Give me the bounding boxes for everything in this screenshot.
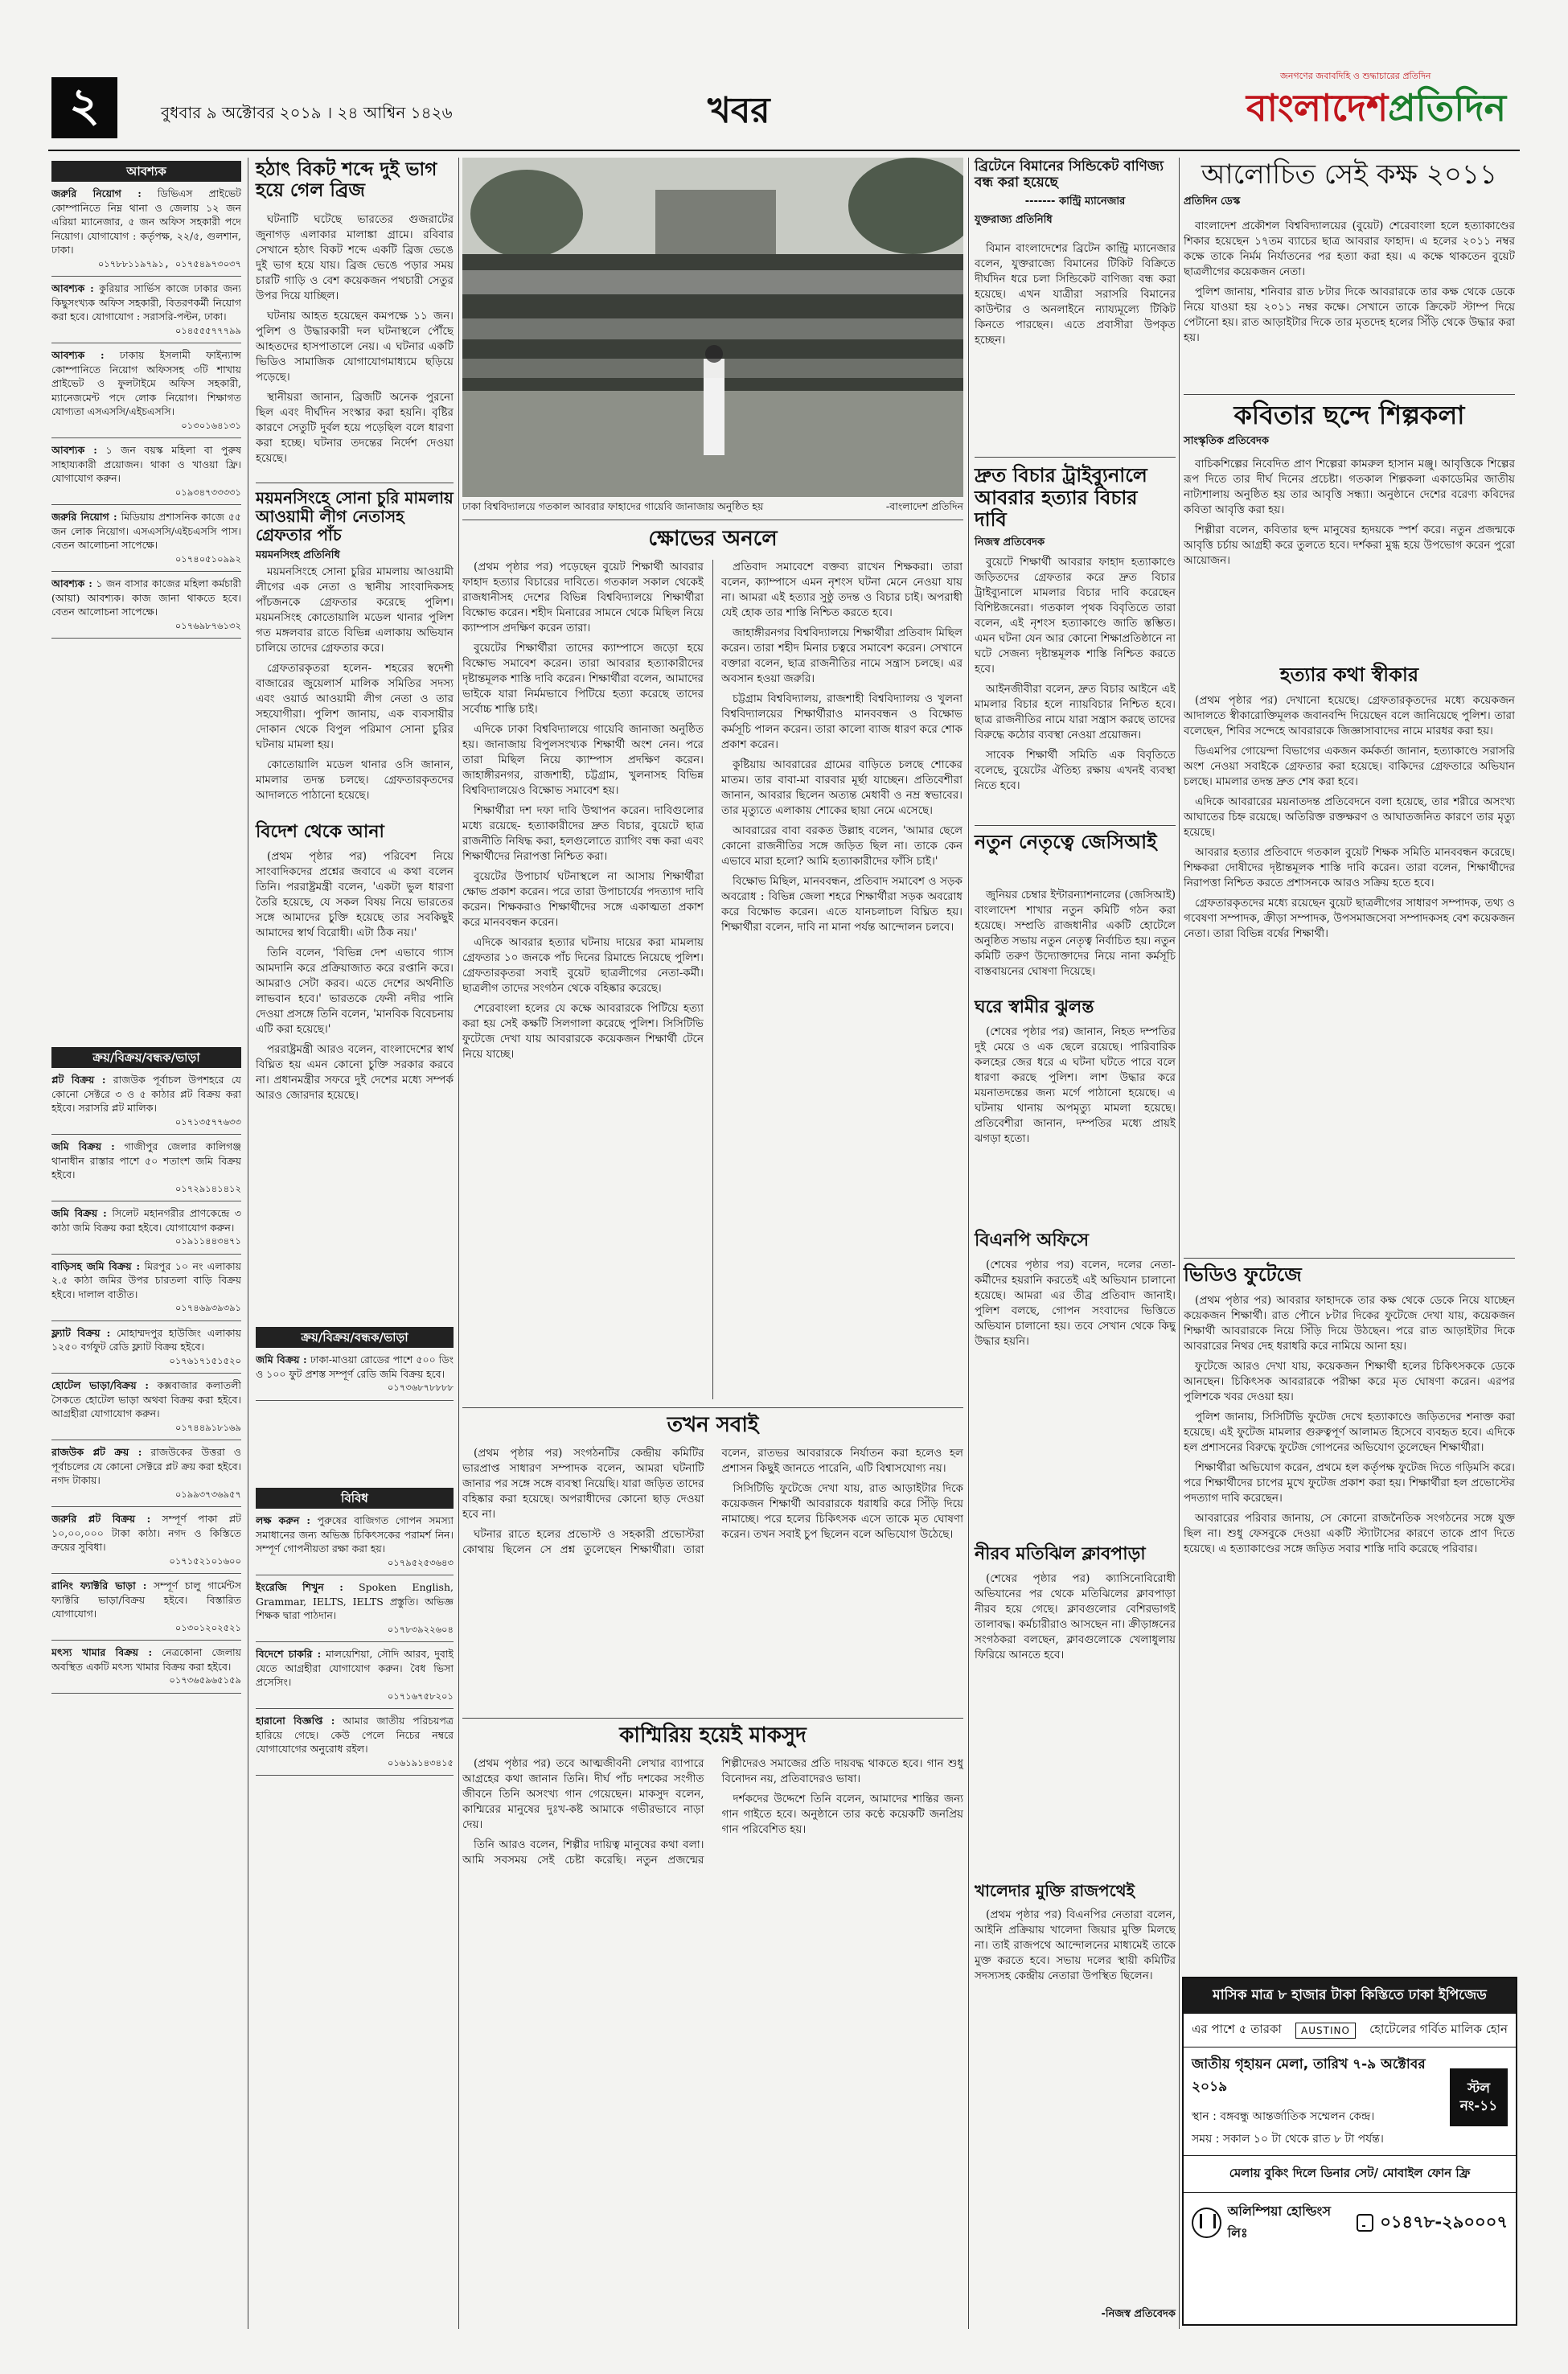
classified-item-text: সম্পূর্ণ পাকা প্লট ১০,০০,০০০ টাকা কাঠা। নগদ ও কিস্তিতে ক্রয়ের সুবিধা। [51,1513,241,1553]
classified-item-text: কক্সবাজার কলাতলী সৈকতে হোটেল ভাড়া অথবা বিক্রয় করা হইবে। আগ্রহীরা যোগাযোগ করুন। [51,1379,241,1419]
classified-item-text: মিরপুর ১০ নং এলাকায় ২.৫ কাঠা জমির উপর চারতলা বাড়ি বিক্রয় হইবে। দালাল বাতীত। [51,1259,241,1300]
headline: হত্যার কথা স্বীকার [1279,663,1419,686]
date-line: বুধবার ৯ অক্টোবর ২০১৯ । ২৪ আশ্বিন ১৪২৬ [161,103,453,122]
classified-item-phone: ০১৭৯৫২৫৩৬৪৩ [387,1556,454,1568]
story-poem-body [1184,457,1515,659]
ad-line3: হোটেলের গর্বিত মালিক হোন [1369,2022,1508,2036]
page-number: ২ [51,77,117,138]
classified-item-text: পুরুষের বাজিগত গোপন সমস্যা সমাধানের জন্য অভিজ্ঞ চিকিৎসকের পরামর্শ নিন। সম্পূর্ণ গোপনীয়তা রক্ষা করা হয়। [256,1514,454,1555]
masthead-rule [48,150,1520,151]
paragraph: বুয়েটের উপাচার্য ঘটনাস্থলে না আসায় শিক্ষার্থীরা ক্ষোভ প্রকাশ করেন। পরে তারা উপাচার্যের পদত্যাগ দাবি করেন। শিক্ষকরাও শিক্ষার্থীদের সঙ্গে একাত্মতা প্রকাশ করে মানববন্ধন করেন। [462,870,704,929]
story-then-all [462,1414,963,1438]
phone-icon [1357,2214,1373,2232]
classified-item-phone: ০১৭৪৪৯১৮১৬৯ [174,1421,241,1433]
classified-item-text: গাজীপুর জেলার কালিগঞ্জ থানাধীন রাস্তার পাশে ৫০ শতাংশ জমি বিক্রয় হইবে। [51,1140,241,1181]
misc-heading: বিবিধ [256,1488,454,1509]
paragraph: স্থানীয়রা জানান, ব্রিজটি অনেক পুরনো ছিল এবং দীর্ঘদিন সংস্কার করা হয়নি। বৃষ্টির কারণে সেতুটি দুর্বল হয়ে পড়েছিল বলে ধারণা করা হচ্ছে। ঘটনার তদন্তের নির্দেশ দেওয়া হয়েছে। [256,391,454,465]
paragraph: গ্রেফতারকৃতরা হলেন- শহরের স্বদেশী বাজারের জুয়েলার্স মালিক সমিতির সদস্য এবং ওয়ার্ড আওয়ামী লীগ নেতা ও তার সহযোগীরা। পুলিশ জানায়, এক ব্যবসায়ীর দোকান থেকে বিপুল পরিমাণ সোনা চুরির ঘটনায় মামলা হয়। [256,662,454,751]
classified-item [51,577,241,633]
paragraph: বুয়েটের শিক্ষার্থীরা তাদের ক্যাম্পাসে জড়ো হয়ে বিক্ষোভ সমাবেশ করেন। তারা আবরার হত্যাকারীদের দৃষ্টান্তমূলক শাস্তি দাবি করেন। শিক্ষার্থীরা বলেন, আমাদের ভাইকে যারা নির্মমভাবে পিটিয়ে হত্যা করেছে তাদের সর্বোচ্চ শাস্তি চাই। [462,642,704,716]
paragraph: প্রতিবাদ সমাবেশে বক্তব্য রাখেন শিক্ষকরা। তারা বলেন, ক্যাম্পাসে এমন নৃশংস ঘটনা মেনে নেওয়া যায় না। আমরা এই হত্যার সুষ্ঠু তদন্ত ও বিচার চাই। অপরাধী যেই হোক তার শাস্তি নিশ্চিত করতে হবে। [721,561,963,619]
paragraph: শিক্ষার্থীরা অভিযোগ করেন, প্রথমে হল কর্তৃপক্ষ ফুটেজ দিতে গড়িমসি করে। পরে শিক্ষার্থীদের চাপের মুখে ফুটেজ প্রকাশ করা হয়। শিক্ষার্থীরা হল প্রভোস্টের পদত্যাগ দাবি করেছেন। [1184,1461,1515,1505]
news-photo [462,158,963,497]
headline: নতুন নেতৃত্বে জেসিআই [975,831,1157,853]
paragraph: জুনিয়র চেম্বার ইন্টারন্যাশনালের (জেসিআই) বাংলাদেশ শাখার নতুন কমিটি গঠন করা হয়েছে। সম্প্রতি রাজধানীর একটি হোটেলে অনুষ্ঠিত সভায় নতুন নেতৃত্ব নির্বাচিত হয়। নতুন কমিটি তরুণ উদ্যোক্তাদের নিয়ে নানা কর্মসূচি বাস্তবায়নের ঘোষণা দিয়েছে। [975,889,1176,978]
story-tribunal-body [975,555,1176,820]
classified-item [51,281,241,338]
classified-item-lead: বিদেশে চাকরি : [256,1648,322,1660]
classified-item-text: মোহাম্মদপুর হাউজিং এলাকায় ১২৫০ বর্গফুট রেডি ফ্ল্যাট বিক্রয় হইবে। [51,1326,241,1353]
paragraph: (প্রথম পৃষ্ঠার পর) বিএনপির নেতারা বলেন, আইনি প্রক্রিয়ায় খালেদা জিয়ার মুক্তি মিলছে না। তাই রাজপথে আন্দোলনের মাধ্যমেই তাকে মুক্ত করতে হবে। সভায় দলের স্থায়ী কমিটির সদস্যসহ কেন্দ্রীয় নেতারা উপস্থিত ছিলেন। [975,1908,1176,1982]
classified-item-lead: জরুরি নিয়োগ : [51,187,142,199]
brand-tagline: জনগণের জবাবদিহি ও শুদ্ধাচারের প্রতিদিন [1280,71,1431,81]
paragraph: পররাষ্ট্রমন্ত্রী আরও বলেন, বাংলাদেশের স্বার্থ বিঘ্নিত হয় এমন কোনো চুক্তি সরকার করবে না। প্রধানমন্ত্রীর সফরে দুই দেশের মধ্যে সম্পর্ক আরও জোরদার হয়েছে। [256,1043,454,1102]
ad-line2: এর পাশে ৫ তারকা [1192,2022,1282,2036]
ad-venue: স্থান : বঙ্গবন্ধু আন্তর্জাতিক সম্মেলন কেন্দ্র। [1192,2110,1375,2123]
classified-item-lead: জরুরি প্লট বিক্রয় : [51,1513,151,1525]
classified-separator [51,1373,241,1374]
paragraph: এদিকে আবরার হত্যার ঘটনায় দায়ের করা মামলায় গ্রেফতার ১০ জনকে পাঁচ দিনের রিমান্ডে নিয়েছে পুলিশ। গ্রেফতারকৃতরা সবাই বুয়েট ছাত্রলীগের নেতা-কর্মী। ছাত্রলীগ তাদের সংগঠন থেকে বহিষ্কার করেছে। [462,936,704,995]
classified-item-text: মালয়েশিয়া, সৌদি আরব, দুবাই যেতে আগ্রহীরা যোগাযোগ করুন। বৈধ ভিসা প্রসেসিং। [256,1648,454,1688]
classified-item-phone: ০১৪৫৫৫৭৭৭৯৯ [174,324,241,336]
classified-item-lead: জমি বিক্রয় : [51,1207,107,1219]
ad-headline: মাসিক মাত্র ৮ হাজার টাকা কিস্তিতে ঢাকা ইপিজেড [1184,1978,1516,2014]
photo-credit: -বাংলাদেশ প্রতিদিন [885,500,963,512]
subheadline: ------- কান্ট্রি ম্যানেজার [1024,195,1126,208]
classified-item-phone: ০১৯১১৪৪৩৪৭১ [174,1235,241,1247]
column-rule [968,158,969,2329]
story-bnp-body [975,1258,1176,1539]
ad-offer: মেলায় বুকিং দিলে ডিনার সেট/ মোবাইল ফোন ফ্রি [1184,2155,1516,2192]
column-rule [712,560,713,1399]
byline: ময়মনসিংহ প্রতিনিধি [256,549,340,561]
story-then-all-body [462,1446,963,1711]
paragraph: ফুটেজে আরও দেখা যায়, কয়েকজন শিক্ষার্থী হলের চিকিৎসককে ডেকে আনছেন। চিকিৎসক আবরারকে পরীক্ষা করে মৃত ঘোষণা করেন। এরপর পুলিশকে খবর দেওয়া হয়। [1184,1360,1515,1403]
classified-item [51,348,241,433]
classified-item-text: আমার জাতীয় পরিচয়পত্র হারিয়ে গেছে। কেউ পেলে নিচের নম্বরে যোগাযোগের অনুরোধ রইল। [256,1715,454,1755]
classified-item-phone: ০১৭৬৯৮৭৬১৩২ [174,619,241,631]
classified-item-lead: হারানো বিজ্ঞপ্তি : [256,1715,335,1727]
classified-item-text: মিডিয়ায় প্রশাসনিক কাজে ৫৫ জন লোক নিয়োগ। এসএসসি/এইচএসসি পাস। বেতন আলোচনা সাপেক্ষে। [51,511,241,551]
classified-item-phone: ০১৭৮৮১১৯৭৯১, ০১৭৫৪৯৭৩০৩৭ [97,257,241,269]
story-video [1184,1264,1515,1287]
classified-item [256,1647,454,1703]
divider [975,457,1176,458]
headline: আলোচিত সেই কক্ষ ২০১১ [1201,158,1498,191]
classified-item-text: সিলেট মহানগরীর প্রাণকেন্দ্রে ৩ কাঠা জমি বিক্রয় করা হইবে। যোগাযোগ করুন। [51,1207,241,1234]
story-jci-body [975,888,1176,991]
ad-time: সময় : সকাল ১০ টা থেকে রাত ৮ টা পর্যন্ত। [1192,2133,1384,2146]
headline: নীরব মতিঝিল ক্লাবপাড়া [975,1544,1146,1564]
paragraph: (প্রথম পৃষ্ঠার পর) দেখানো হয়েছে। গ্রেফতারকৃতদের মধ্যে কয়েকজন আদালতে স্বীকারোক্তিমূলক জবানবন্দি দিয়েছেন বলে জানিয়েছে পুলিশ। তারা বলেছেন, শিবির সন্দেহে আবরারকে জিজ্ঞাসাবাদের নামে মারধর করা হয়। [1184,694,1515,737]
brand-logo [1246,80,1506,142]
classified-separator [51,638,241,639]
classified-separator [51,437,241,438]
byline: প্রতিদিন ডেস্ক [1184,195,1241,208]
story-khaleda-body [975,1908,1176,2302]
classified-item-lead: জরুরি নিয়োগ : [51,511,117,523]
paragraph: বুয়েটে শিক্ষার্থী আবরার ফাহাদ হত্যাকাণ্ডে জড়িতদের গ্রেফতার করে দ্রুত বিচার ট্রাইব্যুনালে মামলার বিচার দাবি করেছেন বিশিষ্টজনেরা। গতকাল পৃথক বিবৃতিতে তারা বলেন, এই নৃশংস হত্যাকাণ্ডে জাতি স্তম্ভিত। এমন ঘটনা যেন আর কোনো শিক্ষাপ্রতিষ্ঠানে না ঘটে সেজন্য দৃষ্টান্তমূলক শাস্তি নিশ্চিত করতে হবে। [975,556,1176,676]
story-bridge-body [256,212,454,478]
classified-item [51,443,241,499]
story-room-body [1184,219,1515,389]
paragraph: বিক্ষোভ মিছিল, মানববন্ধন, প্রতিবাদ সমাবেশ ও সড়ক অবরোধ : বিভিন্ন জেলা শহরে শিক্ষার্থীরা সড়ক অবরোধ করে বিক্ষোভ করেন। এতে যানচলাচল বিঘ্নিত হয়। শিক্ষার্থীরা বলেন, দাবি না মানা পর্যন্ত আন্দোলন চলবে। [721,875,963,934]
paragraph: আবরার হত্যার প্রতিবাদে গতকাল বুয়েট শিক্ষক সমিতি মানববন্ধন করেছে। শিক্ষকরা দোষীদের দৃষ্টান্তমূলক শাস্তি দাবি করেন। তারা বলেন, শিক্ষার্থীদের নিরাপত্তা নিশ্চিত করতে প্রশাসনকে আরও সক্রিয় হতে হবে। [1184,846,1515,889]
classified-separator [51,1134,241,1135]
story-kashmir [462,1724,963,1748]
classified-separator [51,1320,241,1321]
paragraph: চট্টগ্রাম বিশ্ববিদ্যালয়, রাজশাহী বিশ্ববিদ্যালয় ও খুলনা বিশ্ববিদ্যালয়ের শিক্ষার্থীরাও মানববন্ধন ও বিক্ষোভ কর্মসূচি পালন করেন। তারা কালো ব্যাজ ধারণ করে শোক প্রকাশ করেন। [721,692,963,751]
classified-item [51,510,241,566]
classified-item-phone: ০১৭৩৬৮৭৮৮৮৮ [387,1382,454,1393]
classified-item [51,1259,241,1316]
paragraph: পুলিশ জানায়, সিসিটিভি ফুটেজ দেখে হত্যাকাণ্ডে জড়িতদের শনাক্ত করা হয়েছে। এই ফুটেজ মামলার গুরুত্বপূর্ণ আলামত হিসেবে ব্যবহৃত হবে। এদিকে হল প্রশাসনের বিরুদ্ধে ফুটেজ গোপনের অভিযোগ তুলেছেন শিক্ষার্থীরা। [1184,1411,1515,1454]
classified-item-phone: ০১৯৯৩৭৩৬৯৫৭ [174,1488,241,1500]
story-kashmir-body [462,1756,963,2319]
paragraph: বাংলাদেশ প্রকৌশল বিশ্ববিদ্যালয়ের (বুয়েট) শেরেবাংলা হলে হত্যাকাণ্ডের শিকার হয়েছেন ১৭তম ব্যাচের ছাত্র আবরার ফাহাদ। এ হলের ২০১১ নম্বর কক্ষে তাকে নির্মম নির্যাতনের পর হত্যা করা হয়। এ কক্ষে থাকতেন বুয়েট ছাত্রলীগের কয়েকজন নেতা। [1184,220,1515,278]
classified-item [51,1645,241,1688]
classified-list-3 [256,1353,454,1481]
classified-item-phone: ০১৭৮৩৯২২৬০৪ [387,1623,454,1635]
classified-item-text: Spoken English, Grammar, IELTS, IELTS প্রস্তুতি। অভিজ্ঞ শিক্ষক দ্বারা পাঠদান। [256,1581,454,1621]
paragraph: বিমান বাংলাদেশের ব্রিটেন কান্ট্রি ম্যানেজার বলেন, যুক্তরাজ্যে বিমানের টিকিট বিক্রিতে দীর্ঘদিন ধরে চলা সিন্ডিকেট বাণিজ্য বন্ধ করা হয়েছে। এখন যাত্রীরা সরাসরি বিমানের কাউন্টার ও অনলাইনে ন্যায্যমূল্যে টিকিট কিনতে পারছেন। এতে প্রবাসীরা উপকৃত হচ্ছেন। [975,242,1176,347]
classified-item [51,1140,241,1196]
photo-caption [462,500,963,516]
classified-item-lead: প্লট বিক্রয় : [51,1074,106,1086]
classified-item-text: ডিভিএস প্রাইভেট কোম্পানিতে নিম্ন থানা ও জেলায় ১২ জন এরিয়া ম্যানেজার, ৫ জন অফিস সহকারী পদে নিয়োগ। যোগাযোগ : কর্তৃপক্ষ, ২২/৫, গুলশান, ঢাকা। [51,187,241,256]
classified-item [51,1073,241,1129]
classified-item-phone: ০১৭৪০৫১০৯৯২ [174,552,241,565]
classified-item-phone: ০১৬১৯১৪৩৪১৫ [387,1756,454,1768]
column-rule [458,158,459,2329]
classified-item [256,1514,454,1570]
story-abroad [256,822,454,842]
paragraph: ঘটনায় আহত হয়েছেন কমপক্ষে ১১ জন। পুলিশ ও উদ্ধারকারী দল ঘটনাস্থলে পৌঁছে আহতদের হাসপাতালে নেয়। এ ঘটনার একটি ভিডিও সামাজিক যোগাযোগমাধ্যমে ছড়িয়ে পড়েছে। [256,310,454,384]
paragraph: গ্রেফতারকৃতদের মধ্যে রয়েছেন বুয়েট ছাত্রলীগের সাধারণ সম্পাদক, তথ্য ও গবেষণা সম্পাদক, ক্রীড়া সম্পাদক, উপসমাজসেবা সম্পাদকসহ বেশ কয়েকজন নেতা। তারা বিভিন্ন বর্ষের শিক্ষার্থী। [1184,897,1515,940]
ad-company: অলিম্পিয়া হোল্ডিংস লিঃ [1227,2204,1332,2241]
brand-name-part-2: প্রতিদিন [1388,86,1507,129]
story-anger-body-col2 [721,560,963,1399]
classified-item-lead: জমি বিক্রয় : [51,1140,115,1152]
paragraph: ময়মনসিংহে সোনা চুরির মামলায় আওয়ামী লীগের এক নেতা ও স্থানীয় সাংবাদিকসহ পাঁচজনকে গ্রেফতার করেছে পুলিশ। ময়মনসিংহ কোতোয়ালি মডেল থানার পুলিশ গত মঙ্গলবার রাতে বিভিন্ন এলাকায় অভিযান চালিয়ে তাদের গ্রেফতার করে। [256,565,454,655]
headline: খালেদার মুক্তি রাজপথেই [975,1881,1135,1900]
classified-item-phone: ০১৭৬১৭১৫১৫২০ [169,1354,241,1366]
paragraph: আবরারের পরিবার জানায়, সে কোনো রাজনৈতিক সংগঠনের সঙ্গে যুক্ত ছিল না। শুধু ফেসবুকে দেওয়া একটি স্ট্যাটাসের কারণে তাকে প্রাণ দিতে হয়েছে। এ হত্যাকাণ্ডের সঙ্গে জড়িত সবার শাস্তি দাবি করেছে পরিবার। [1184,1512,1515,1555]
story-club-body [975,1571,1176,1877]
story-video-body [1184,1293,1515,1970]
paragraph: পুলিশ জানায়, শনিবার রাত ৮টার দিকে আবরারকে তার কক্ষ থেকে ডেকে নিয়ে যাওয়া হয় ২০১১ নম্বর কক্ষে। সেখানে তাকে ক্রিকেট স্টাম্প দিয়ে পেটানো হয়। রাত আড়াইটার দিকে তার মৃতদেহ হলের সিঁড়ি থেকে উদ্ধার করা হয়। [1184,285,1515,344]
classified-item-phone: ০১৭৪৬৯৩৯৩৯১ [174,1302,241,1313]
brand-logo-icon [1192,2208,1221,2238]
headline: হঠাৎ বিকট শব্দে দুই ভাগ হয়ে গেল ব্রিজ [256,159,437,202]
classified-item-lead: আবশ্যক : [51,577,92,589]
caption-text: ঢাকা বিশ্ববিদ্যালয়ে গতকাল আবরার ফাহাদের গায়েবি জানাজায় অনুষ্ঠিত হয় [462,500,764,512]
classified-separator [256,1641,454,1642]
paragraph: (শেষের পৃষ্ঠার পর) ক্যাসিনোবিরোধী অভিযানের পর থেকে মতিঝিলের ক্লাবপাড়া নীরব হয়ে গেছে। ক্লাবগুলোর বেশিরভাগই তালাবদ্ধ। কর্মচারীরাও আসছেন না। ক্রীড়াঙ্গনের সংগঠকরা বলছেন, ক্লাবগুলোকে খেলাধুলায় ফিরিয়ে আনতে হবে। [975,1572,1176,1661]
paragraph: দর্শকদের উদ্দেশে তিনি বলেন, আমাদের শান্তির জন্য গান গাইতে হবে। অনুষ্ঠানে তার কণ্ঠে কয়েকটি জনপ্রিয় গান পরিবেশিত হয়। [721,1793,963,1836]
classified-separator [51,1640,241,1641]
classified-item-lead: লক্ষ করুন : [256,1514,310,1526]
story-bridge [256,159,454,202]
classified-item [51,187,241,271]
classified-item-phone: ০১৭১৫২১০১৬০০ [169,1555,241,1567]
classified-item-lead: আবশ্যক : [51,282,94,294]
classified-item [256,1353,454,1395]
story-home-body [975,1025,1176,1226]
headline: ঘরে স্বামীর ঝুলন্ত [975,997,1094,1017]
divider [1184,394,1515,395]
headline: দ্রুত বিচার ট্রাইব্যুনালে আবরার হত্যার বিচার দাবি [975,464,1147,532]
classified-item-phone: ০১৩০১৬৪১৩১ [181,419,241,431]
classified-item [256,1580,454,1637]
ad-brand-logo: AUSTINO [1295,2023,1356,2039]
classified-item-lead: রাজউক প্লট ক্রয় : [51,1446,142,1458]
paragraph: তিনি আরও বলেন, শিল্পীর দায়িত্ব মানুষের কথা বলা। আমি সবসময় সেই চেষ্টা করেছি। নতুন প্রজন্মের শিল্পীদেরও সমাজের প্রতি দায়বদ্ধ থাকতে হবে। গান শুধু বিনোদন নয়, প্রতিবাদেরও ভাষা। [462,1757,963,1867]
story-poem [1184,400,1515,450]
divider [462,1718,963,1719]
column-rule [1179,158,1180,2329]
ad-stall-badge: স্টল নং-১১ [1450,2068,1508,2126]
section-title: খবর [708,90,770,131]
classified-item-text: ঢাকা-মাওয়া রোডের পাশে ৫০০ ডিং ও ১০০ ফুট প্রশস্ত সম্পূর্ণ রেডি জমি বিক্রয় হবে। [256,1353,454,1380]
paragraph: ডিএমপির গোয়েন্দা বিভাগের একজন কর্মকর্তা জানান, হত্যাকাণ্ডে সরাসরি অংশ নেওয়া সবাইকে গ্রেফতার করা হয়েছে। বাকিদের গ্রেফতারে অভিযান চলছে। মামলার তদন্ত দ্রুত শেষ করা হবে। [1184,745,1515,788]
brand-name-part-1: বাংলাদেশ [1246,86,1389,129]
classified-item-text: ১ জন বয়স্ক মহিলা বা পুরুষ সাহায্যকারী প্রয়োজন। থাকা ও খাওয়া ফ্রি। যোগাযোগ করুন। [51,444,241,484]
headline: বিদেশ থেকে আনা [256,822,384,842]
classified-item-phone: ০১৭২৯১৪১৪১২ [174,1182,241,1194]
classified-item-text: রাজউক পূর্বাচল উপশহরে যে কোনো সেক্টরে ৩ ও ৫ কাঠার প্লট বিক্রয় করা হইবে। সরাসরি প্লট মালিক। [51,1074,241,1114]
classified-item-phone: ০১৩০১২০২৫২১ [174,1621,241,1633]
classified-item-phone: ০১৭১৬৭৫৮২০১ [387,1690,454,1702]
story-britain [975,159,1176,229]
paragraph: সাবেক শিক্ষার্থী সমিতি এক বিবৃতিতে বলেছে, বুয়েটের ঐতিহ্য রক্ষায় এখনই ব্যবস্থা নিতে হবে। [975,749,1176,792]
story-khaleda [975,1882,1176,1900]
crowd-photo-image [462,158,963,497]
classified-item-text: রাজউকের উত্তরা ও পূর্বাচলের যে কোনো সেক্টরে প্লট ক্রয় করা হইবে। নগদ টাকায়। [51,1446,241,1486]
classified-item-text: ঢাকায় ইসলামী ফাইন্যান্স কোম্পানিতে নিয়োগ অফিসসহ ৩টি শাখায় প্রাইভেট ও ফুলটাইমে অফিস সহকারী, ম্যানেজমেন্ট পদে লোক নিয়োগ। শিক্ষাগত যোগ্যতা এসএসসি/এইচএসসি। [51,349,241,417]
paragraph: শিক্ষার্থীরা দশ দফা দাবি উত্থাপন করেন। দাবিগুলোর মধ্যে রয়েছে- হত্যাকারীদের দ্রুত বিচার, বুয়েটে ছাত্র রাজনীতি নিষিদ্ধ করা, হলগুলোতে র‍্যাগিং বন্ধ করা এবং শিক্ষার্থীদের নিরাপত্তা নিশ্চিত করা। [462,804,704,863]
byline: সাংস্কৃতিক প্রতিবেদক [1184,434,1269,447]
byline: যুক্তরাজ্য প্রতিনিধি [975,214,1053,227]
byline: নিজস্ব প্রতিবেদক [975,536,1045,548]
paragraph: এদিকে আবরারের ময়নাতদন্ত প্রতিবেদনে বলা হয়েছে, তার শরীরে অসংখ্য আঘাতের চিহ্ন রয়েছে। অতিরিক্ত রক্তক্ষরণ ও আঘাতজনিত কারণে তার মৃত্যু হয়েছে। [1184,795,1515,839]
classified-separator [51,571,241,572]
paragraph: এদিকে ঢাকা বিশ্ববিদ্যালয়ে গায়েবি জানাজা অনুষ্ঠিত হয়। জানাজায় বিপুলসংখ্যক শিক্ষার্থী অংশ নেন। পরে তারা মিছিল নিয়ে ক্যাম্পাস প্রদক্ষিণ করেন। জাহাঙ্গীরনগর, রাজশাহী, চট্টগ্রাম, খুলনাসহ বিভিন্ন বিশ্ববিদ্যালয়েও বিক্ষোভ সমাবেশ হয়। [462,723,704,797]
classified-item [51,1326,241,1369]
paragraph: (শেষের পৃষ্ঠার পর) বলেন, দলের নেতা-কর্মীদের হয়রানি করতেই এই অভিযান চালানো হয়েছে। আমরা এর তীব্র প্রতিবাদ জানাই। পুলিশ বলছে, গোপন সংবাদের ভিত্তিতে অভিযান চালানো হয়। তবে সেখান থেকে কিছু উদ্ধার হয়নি। [975,1259,1176,1348]
paragraph: কুষ্টিয়ায় আবরারের গ্রামের বাড়িতে চলছে শোকের মাতম। তার বাবা-মা বারবার মূর্ছা যাচ্ছেন। প্রতিবেশীরা জানান, আবরার ছিলেন অত্যন্ত মেধাবী ও নম্র স্বভাবের। তার মৃত্যুতে এলাকায় শোকের ছায়া নেমে এসেছে। [721,758,963,817]
classified-separator [256,1708,454,1709]
classified-item [51,1579,241,1635]
classified-item-text: ১ জন বাসার কাজের মহিলা কর্মচারী (আয়া) আবশ্যক। কাজ জানা থাকতে হবে। বেতন আলোচনা সাপেক্ষে। [51,577,241,618]
classified-item [256,1714,454,1770]
story-confess [1184,664,1515,687]
classified-item-text: কুরিয়ার সার্ভিস কাজে ঢাকার জন্য কিছুসংখ্যক অফিস সহকারী, বিতরণকর্মী নিয়োগ করা হবে। যোগাযোগ : সরাসরি-পল্টন, ঢাকা। [51,282,241,322]
classified-separator [51,1506,241,1507]
headline: কাশ্মিরিয় হয়েই মাকসুদ [619,1723,807,1748]
paragraph: জাহাঙ্গীরনগর বিশ্ববিদ্যালয়ে শিক্ষার্থীরা প্রতিবাদ মিছিল করেন। তারা শহীদ মিনার চত্বরে সমাবেশ করেন। সেখানে বক্তারা বলেন, ছাত্র রাজনীতির নামে সন্ত্রাস চলছে। এর অবসান হওয়া জরুরি। [721,626,963,685]
classified-heading-3: ক্রয়/বিক্রয়/বন্ধক/ভাড়া [256,1327,454,1348]
khaleda-credit: -নিজস্ব প্রতিবেদক [1101,2308,1176,2320]
ad-expo-title: জাতীয় গৃহায়ন মেলা, তারিখ ৭-৯ অক্টোবর ২০১৯ [1184,2047,1516,2105]
classified-item-lead: ফ্ল্যাট বিক্রয় : [51,1326,111,1339]
story-club [975,1544,1176,1564]
story-britain-body [975,241,1176,452]
headline: ভিডিও ফুটেজে [1184,1263,1302,1286]
paragraph: সিসিটিভি ফুটেজে দেখা যায়, রাত আড়াইটার দিকে কয়েকজন শিক্ষার্থী আবরারকে ধরাধরি করে সিঁড়ি দিয়ে নামাচ্ছে। পরে হলের চিকিৎসক এসে তাকে মৃত ঘোষণা করেন। তখন সবাই চুপ ছিলেন বলে অভিযোগ উঠেছে। [721,1482,963,1541]
paragraph: (প্রথম পৃষ্ঠার পর) আবরার ফাহাদকে তার কক্ষ থেকে ডেকে নিয়ে যাচ্ছেন কয়েকজন শিক্ষার্থী। রাত পৌনে ৮টার দিকের ফুটেজে দেখা যায়, কয়েকজন শিক্ষার্থী আবরারকে নিয়ে সিঁড়ি দিয়ে উঠছেন। পরে রাত আড়াইটার দিকে আবরারের নিথর দেহ ধরাধরি করে নামিয়ে আনা হয়। [1184,1294,1515,1353]
classified-list-2 [51,1073,241,2327]
classified-separator [256,1400,454,1401]
paragraph: বাচিকশিল্পের নিবেদিত প্রাণ শিল্পেরা কামরুল হাসান মঞ্জু। আবৃত্তিকে শিল্পের রূপ দিতে তার দীর্ঘ দিনের প্রচেষ্টা। গতকাল শিল্পকলা একাডেমির জাতীয় নাট্যশালায় অনুষ্ঠিত হয় তার আবৃত্তি সন্ধ্যা। অনুষ্ঠানে দেশের বরেণ্য কবিদের কবিতা আবৃত্তি করা হয়। [1184,458,1515,516]
paragraph: কোতোয়ালি মডেল থানার ওসি জানান, মামলার তদন্ত চলছে। গ্রেফতারকৃতদের আদালতে পাঠানো হয়েছে। [256,758,454,802]
classified-item [51,1445,241,1501]
paragraph: ঘটনাটি ঘটেছে ভারতের গুজরাটের জুনাগড় এলাকার মালাঙ্কা গ্রামে। রবিবার সেখানে হঠাৎ বিকট শব্দে একটি ব্রিজ ভেঙে দুই ভাগ হয়ে যায়। ব্রিজ ভেঙে পড়ার সময় চারটি গাড়ি ও বেশ কয়েকজন পথচারী সেতুর উপর দিয়ে যাচ্ছিল। [256,213,454,302]
classified-item-lead: আবশ্যক : [51,444,97,456]
headline: ব্রিটেনে বিমানের সিন্ডিকেট বাণিজ্য বন্ধ করা হয়েছে [975,158,1164,191]
classified-item [51,1378,241,1435]
classified-item-text: নেত্রকোনা জেলায় অবস্থিত একটি মৎস্য খামার বিক্রয় করা হইবে। [51,1646,241,1673]
story-jci [975,832,1176,854]
paragraph: ঘটনার রাতে হলের প্রভোস্ট ও সহকারী প্রভোস্টরা কোথায় ছিলেন সে প্রশ্ন তুলেছেন শিক্ষার্থীরা। তারা বলেন, রাতভর আবরারকে নির্যাতন করা হলেও হল প্রশাসন কিছুই জানতে পারেনি, এটি বিশ্বাসযোগ্য নয়। [462,1447,963,1556]
classified-separator [51,276,241,277]
paragraph: (প্রথম পৃষ্ঠার পর) সংগঠনটির কেন্দ্রীয় কমিটির ভারপ্রাপ্ত সাধারণ সম্পাদক বলেন, আমরা ঘটনাটি জানার পর সঙ্গে সঙ্গে ব্যবস্থা নিয়েছি। যারা জড়িত তাদের বহিষ্কার করা হয়েছে। অপরাধীদের কোনো ছাড় দেওয়া হবে না। [462,1447,704,1521]
paragraph: শিল্পীরা বলেন, কবিতার ছন্দ মানুষের হৃদয়কে স্পর্শ করে। নতুন প্রজন্মকে আবৃত্তি চর্চায় আগ্রহী করে তুলতে হবে। দর্শকরা মুগ্ধ হয়ে উপভোগ করেন পুরো আয়োজন। [1184,524,1515,567]
classified-item [51,1512,241,1568]
classified-item-lead: বাড়িসহ জমি বিক্রয় : [51,1259,141,1272]
story-bnp [975,1230,1176,1251]
story-gold-body [256,565,454,814]
story-abroad-body [256,849,454,1316]
classified-item-lead: মৎস্য খামার বিক্রয় : [51,1646,153,1658]
headline: কবিতার ছন্দে শিল্পকলা [1233,400,1465,430]
classified-item-text: সম্পূর্ণ চালু গার্মেন্টস ফ্যাক্টরি ভাড়া/বিক্রয় হইবে। বিস্তারিত যোগাযোগ। [51,1579,241,1620]
classified-heading: আবশ্যক [51,161,241,182]
divider [1184,1258,1515,1259]
classified-heading-2: ক্রয়/বিক্রয়/বন্ধক/ভাড়া [51,1047,241,1068]
classified-separator [51,1254,241,1255]
paragraph: আবরারের বাবা বরকত উল্লাহ বলেন, 'আমার ছেলে কোনো রাজনীতির সঙ্গে জড়িত ছিল না। তাকে কেন এভাবে মারা হলো? আমি হত্যাকারীদের ফাঁসি চাই।' [721,824,963,868]
story-gold [256,489,454,565]
divider [462,1407,963,1408]
classified-item-phone: ০১৭১৩৫৭৭৬৩৩ [174,1115,241,1127]
classified-item-lead: রানিং ফ্যাক্টরি ভাড়া : [51,1579,147,1592]
classified-item-phone: ০১৭৩৬৫৯৬৫১৫৯ [169,1674,241,1686]
paragraph: শেরেবাংলা হলের যে কক্ষে আবরারকে পিটিয়ে হত্যা করা হয় সেই কক্ষটি সিলগালা করেছে পুলিশ। সিসিটিভি ফুটেজে দেখা যায় আবরারকে কয়েকজন শিক্ষার্থী টেনে নিয়ে যাচ্ছে। [462,1002,704,1061]
headline: ময়মনসিংহে সোনা চুরি মামলায় আওয়ামী লীগ নেতাসহ গ্রেফতার পাঁচ [256,488,454,544]
story-room [1184,159,1515,211]
story-confess-body [1184,693,1515,1251]
story-anger [462,528,963,552]
paragraph: (প্রথম পৃষ্ঠার পর) পরিবেশ নিয়ে সাংবাদিকদের প্রশ্নের জবাবে এ কথা বলেন তিনি। পররাষ্ট্রমন্ত্রী বলেন, 'একটা ভুল ধারণা তৈরি হয়েছে, যে সকল বিষয় নিয়ে ভারতের সঙ্গে আমাদের চুক্তি হয়েছে তার সবকিছুই আমাদের স্বার্থ বিরোধী। এটা ঠিক নয়।' [256,850,454,939]
classified-item-lead: জমি বিক্রয় : [256,1353,307,1366]
headline: বিএনপি অফিসে [975,1230,1090,1251]
ad-brand-row [1184,2014,1516,2047]
classified-list-1 [51,187,241,1042]
headline: তখন সবাই [667,1413,759,1437]
paragraph: (প্রথম পৃষ্ঠার পর) পড়েছেন বুয়েট শিক্ষার্থী আবরার ফাহাদ হত্যার বিচারের দাবিতে। গতকাল সকাল থেকেই রাজধানীসহ দেশের বিভিন্ন বিশ্ববিদ্যালয়ে শিক্ষার্থীরা বিক্ষোভ করেন। শহীদ মিনারের সামনে থেকে মিছিল নিয়ে ক্যাম্পাস প্রদক্ষিণ করেন তারা। [462,561,704,635]
classified-separator [51,1573,241,1574]
classified-separator [256,1775,454,1776]
paragraph: তিনি বলেন, 'বিভিন্ন দেশ এভাবে গ্যাস আমদানি করে প্রক্রিয়াজাত করে রপ্তানি করে। আমরাও সেটা করব। এতে দেশের অর্থনীতি লাভবান হবে।' ভারতকে ফেনী নদীর পানি দেওয়া প্রসঙ্গে তিনি বলেন, 'মানবিক বিবেচনায় এটি করা হয়েছে।' [256,947,454,1036]
misc-list [256,1514,454,2318]
divider [975,825,1176,826]
paragraph: আইনজীবীরা বলেন, দ্রুত বিচার আইনে এই মামলার বিচার হলে ন্যায়বিচার নিশ্চিত হবে। ছাত্র রাজনীতির নামে যারা সন্ত্রাস করছে তাদের বিরুদ্ধে কঠোর ব্যবস্থা নেওয়া প্রয়োজন। [975,683,1176,741]
headline: ক্ষোভের অনলে [648,527,778,551]
story-home [975,997,1176,1017]
classified-item-lead: আবশ্যক : [51,349,105,361]
ad-phone: ০১৪৭৮-২৯০০০৭ [1380,2212,1508,2232]
classified-item-lead: হোটেল ভাড়া/বিক্রয় : [51,1379,150,1391]
story-anger-body-col1 [462,560,704,1399]
advertisement [1182,1977,1517,2326]
ad-footer [1184,2192,1516,2253]
classified-separator [51,1693,241,1694]
story-tribunal [975,465,1176,552]
paragraph: (প্রথম পৃষ্ঠার পর) তবে আত্মজীবনী লেখার ব্যাপারে আগ্রহের কথা জানান তিনি। দীর্ঘ পাঁচ দশকের সংগীত জীবনে তিনি অসংখ্য গান গেয়েছেন। মাকসুদ বলেন, কাশ্মিরের মানুষের দুঃখ-কষ্ট আমাকে গভীরভাবে নাড়া দেয়। [462,1757,704,1831]
paragraph: (শেষের পৃষ্ঠার পর) জানান, নিহত দম্পতির দুই মেয়ে ও এক ছেলে রয়েছে। পারিবারিক কলহের জের ধরে এ ঘটনা ঘটতে পারে বলে ধারণা করছে পুলিশ। লাশ উদ্ধার করে ময়নাতদন্তের জন্য মর্গে পাঠানো হয়েছে। এ ঘটনায় থানায় অপমৃত্যু মামলা হয়েছে। প্রতিবেশীরা জানান, দম্পতির মধ্যে প্রায়ই ঝগড়া হতো। [975,1025,1176,1145]
classified-separator [51,504,241,505]
classified-item [51,1206,241,1249]
classified-item-lead: ইংরেজি শিখুন : [256,1581,343,1593]
classified-item-phone: ০১৯৩৪৭৩৩৩৩১ [174,486,241,498]
